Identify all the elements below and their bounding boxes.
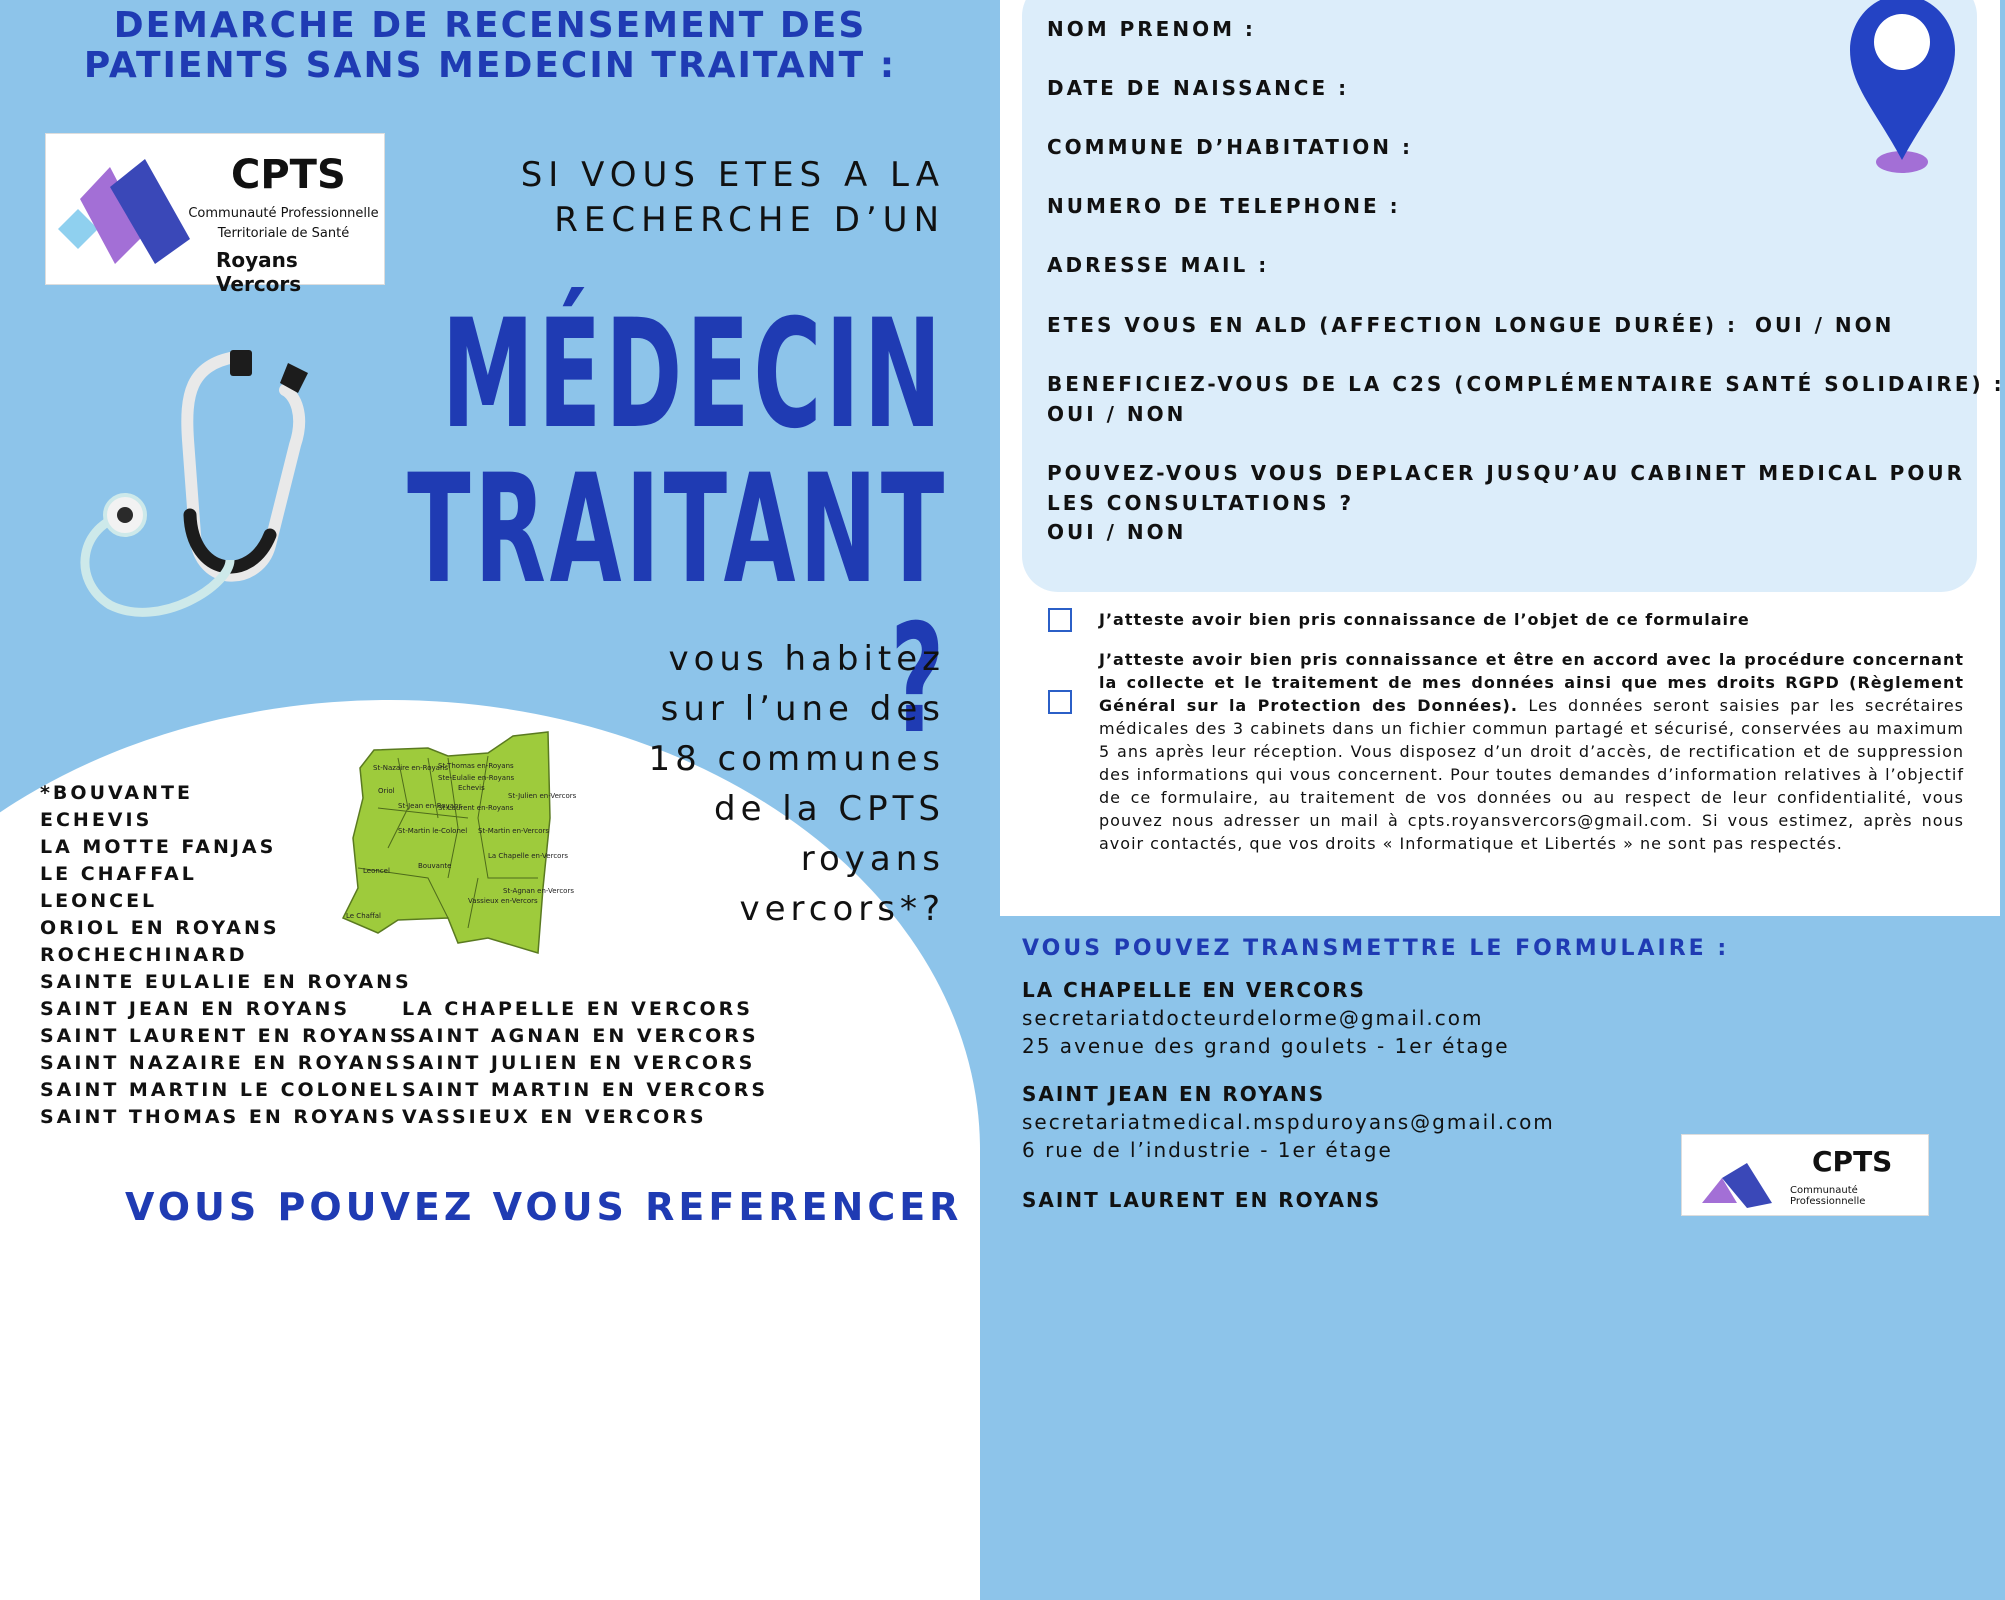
- commune-item: SAINT LAURENT EN ROYANS: [40, 1025, 407, 1047]
- attest-checkbox-1[interactable]: [1048, 608, 1072, 632]
- map-label: Ste-Eulalie en-Royans: [438, 774, 515, 782]
- commune-item: LE CHAFFAL: [40, 863, 197, 885]
- location-pin-icon: [1845, 0, 1965, 180]
- c2s-answer[interactable]: OUI / NON: [1047, 402, 1187, 426]
- cpts-logo-mark: [50, 159, 200, 269]
- habit-line: sur l’une des: [660, 689, 945, 729]
- commune-item: SAINT MARTIN EN VERCORS: [402, 1079, 769, 1101]
- site-town-1: LA CHAPELLE EN VERCORS: [1022, 978, 1366, 1002]
- stethoscope-icon: [70, 345, 360, 635]
- map-label: St-Nazaire en-Royans: [373, 764, 449, 772]
- attest-text-1: J’atteste avoir bien pris connaissance de l’objet de ce formulaire: [1099, 610, 1750, 629]
- commune-item: SAINTE EULALIE EN ROYANS: [40, 971, 412, 993]
- attest-text-2-rest: Les données seront saisies par les secrétaires médicales des 3 cabinets dans un fichier commun partagé et sécurisé, conservées au maximum 5 ans après leur réception. Vous disposez d’un droit d’accès, de rectification et de suppression des informations qui vous concernent. Pour toutes demandes d’information relatives à l’objectif de ce formulaire, au traitement de vos données ou au respect de leur confidentialité, vous pouvez nous adresser un mail à cpts.royansvercors@gmail.com. Si vous estimez, après nous avoir contactés, que vos droits « Informatique et Libertés » ne sont pas respectés.: [1099, 696, 1965, 853]
- site-town-2: SAINT JEAN EN ROYANS: [1022, 1082, 1326, 1106]
- attest-text-2-block: [1099, 648, 1964, 855]
- logo-line3: Royans Vercors: [216, 248, 302, 296]
- headline-traitant: TRAITANT ?: [407, 443, 948, 767]
- commune-item: LA CHAPELLE EN VERCORS: [402, 998, 753, 1020]
- commune-item: LA MOTTE FANJAS: [40, 836, 277, 858]
- cpts-logo-mark-small: [1692, 1163, 1782, 1213]
- commune-item: ROCHECHINARD: [40, 944, 248, 966]
- map-label: St-Martin en-Vercors: [478, 827, 550, 835]
- map-label: St-Julien en-Vercors: [508, 792, 577, 800]
- headline-medecin: MÉDECIN: [441, 288, 945, 462]
- logo-line2: Territoriale de Santé: [217, 226, 350, 241]
- search-line1: SI VOUS ETES A LA: [520, 155, 945, 195]
- deplacer-answer[interactable]: OUI / NON: [1047, 520, 1187, 544]
- header-title-line1: DEMARCHE DE RECENSEMENT DES: [113, 5, 867, 46]
- commune-item: SAINT NAZAIRE EN ROYANS: [40, 1052, 403, 1074]
- header-title-line2: PATIENTS SANS MEDECIN TRAITANT :: [83, 45, 897, 86]
- commune-item: *BOUVANTE: [40, 782, 193, 804]
- map-label: Leoncel: [363, 867, 390, 875]
- map-label: St-Agnan en-Vercors: [503, 887, 574, 895]
- habit-line: vous habitez: [668, 639, 945, 679]
- habit-line: royans: [800, 839, 945, 879]
- field-deplacer-question-line2: LES CONSULTATIONS ?: [1047, 491, 1355, 515]
- commune-item: ORIOL EN ROYANS: [40, 917, 280, 939]
- field-c2s-question: BENEFICIEZ-VOUS DE LA C2S (COMPLÉMENTAIRE SANTÉ SOLIDAIRE) :: [1047, 372, 2005, 396]
- logo-small-title: CPTS: [1812, 1145, 1893, 1178]
- logo-small-line1: Communauté Professionnelle: [1790, 1185, 1866, 1207]
- site-town-3: SAINT LAURENT EN ROYANS: [1022, 1188, 1382, 1212]
- map-label: Echevis: [458, 784, 485, 792]
- field-nom-prenom[interactable]: NOM PRENOM :: [1047, 17, 1256, 41]
- site-address-2: 6 rue de l’industrie - 1er étage: [1022, 1138, 1393, 1162]
- commune-item: VASSIEUX EN VERCORS: [402, 1106, 707, 1128]
- field-adresse-mail[interactable]: ADRESSE MAIL :: [1047, 253, 1270, 277]
- field-commune[interactable]: COMMUNE D’HABITATION :: [1047, 135, 1413, 159]
- habit-line: 18 communes: [648, 739, 945, 779]
- field-ald-question: ETES VOUS EN ALD (AFFECTION LONGUE DURÉE) :: [1047, 313, 1739, 337]
- commune-item: ECHEVIS: [40, 809, 153, 831]
- site-address-1: 25 avenue des grand goulets - 1er étage: [1022, 1034, 1510, 1058]
- habit-line: vercors*?: [739, 889, 945, 929]
- commune-item: SAINT AGNAN EN VERCORS: [402, 1025, 759, 1047]
- map-label: Bouvante: [418, 862, 452, 870]
- logo-cpts-title: CPTS: [231, 152, 346, 198]
- map-label: Oriol: [378, 787, 395, 795]
- map-label: St-Laurent en-Royans: [438, 804, 514, 812]
- field-deplacer-question-line1: POUVEZ-VOUS VOUS DEPLACER JUSQU’AU CABINET MEDICAL POUR: [1047, 461, 1965, 485]
- cpts-logo: [45, 133, 385, 296]
- field-telephone[interactable]: NUMERO DE TELEPHONE :: [1047, 194, 1401, 218]
- communes-list-col1: [40, 780, 412, 1131]
- habit-line: de la CPTS: [714, 789, 945, 829]
- map-label: Le Chaffal: [346, 912, 381, 920]
- transmit-heading: VOUS POUVEZ TRANSMETTRE LE FORMULAIRE :: [1022, 936, 1730, 961]
- cpts-logo-small: [1681, 1134, 1929, 1216]
- communes-list-col2: [402, 996, 768, 1131]
- site-email-2[interactable]: secretariatmedical.mspduroyans@gmail.com: [1022, 1110, 1555, 1134]
- commune-item: SAINT JEAN EN ROYANS: [40, 998, 351, 1020]
- attest-checkbox-2[interactable]: [1048, 690, 1072, 714]
- map-label: Vassieux en-Vercors: [468, 897, 538, 905]
- commune-item: SAINT JULIEN EN VERCORS: [402, 1052, 756, 1074]
- logo-line1: Communauté Professionnelle: [188, 206, 379, 221]
- search-line2: RECHERCHE D’UN: [554, 200, 945, 240]
- site-email-1[interactable]: secretariatdocteurdelorme@gmail.com: [1022, 1006, 1484, 1030]
- bottom-heading-cut: VOUS POUVEZ VOUS REFERENCER: [125, 1185, 963, 1229]
- commune-item: LEONCEL: [40, 890, 158, 912]
- commune-item: SAINT THOMAS EN ROYANS: [40, 1106, 398, 1128]
- commune-item: SAINT MARTIN LE COLONEL: [40, 1079, 401, 1101]
- map-label: St-Jean en-Royans: [398, 802, 463, 810]
- field-date-naissance[interactable]: DATE DE NAISSANCE :: [1047, 76, 1350, 100]
- ald-answer[interactable]: OUI / NON: [1755, 313, 1895, 337]
- map-label: St-Martin le-Colonel: [398, 827, 468, 835]
- map-label: St-Thomas en-Royans: [438, 762, 514, 770]
- attest-text-2-bold: J’atteste avoir bien pris connaissance et être en accord avec la procédure concernant la collecte et le traitement de mes données ainsi que mes droits RGPD (Règlement Général sur la Protection des Données).: [1099, 650, 1964, 715]
- map-label: La Chapelle en-Vercors: [488, 852, 568, 860]
